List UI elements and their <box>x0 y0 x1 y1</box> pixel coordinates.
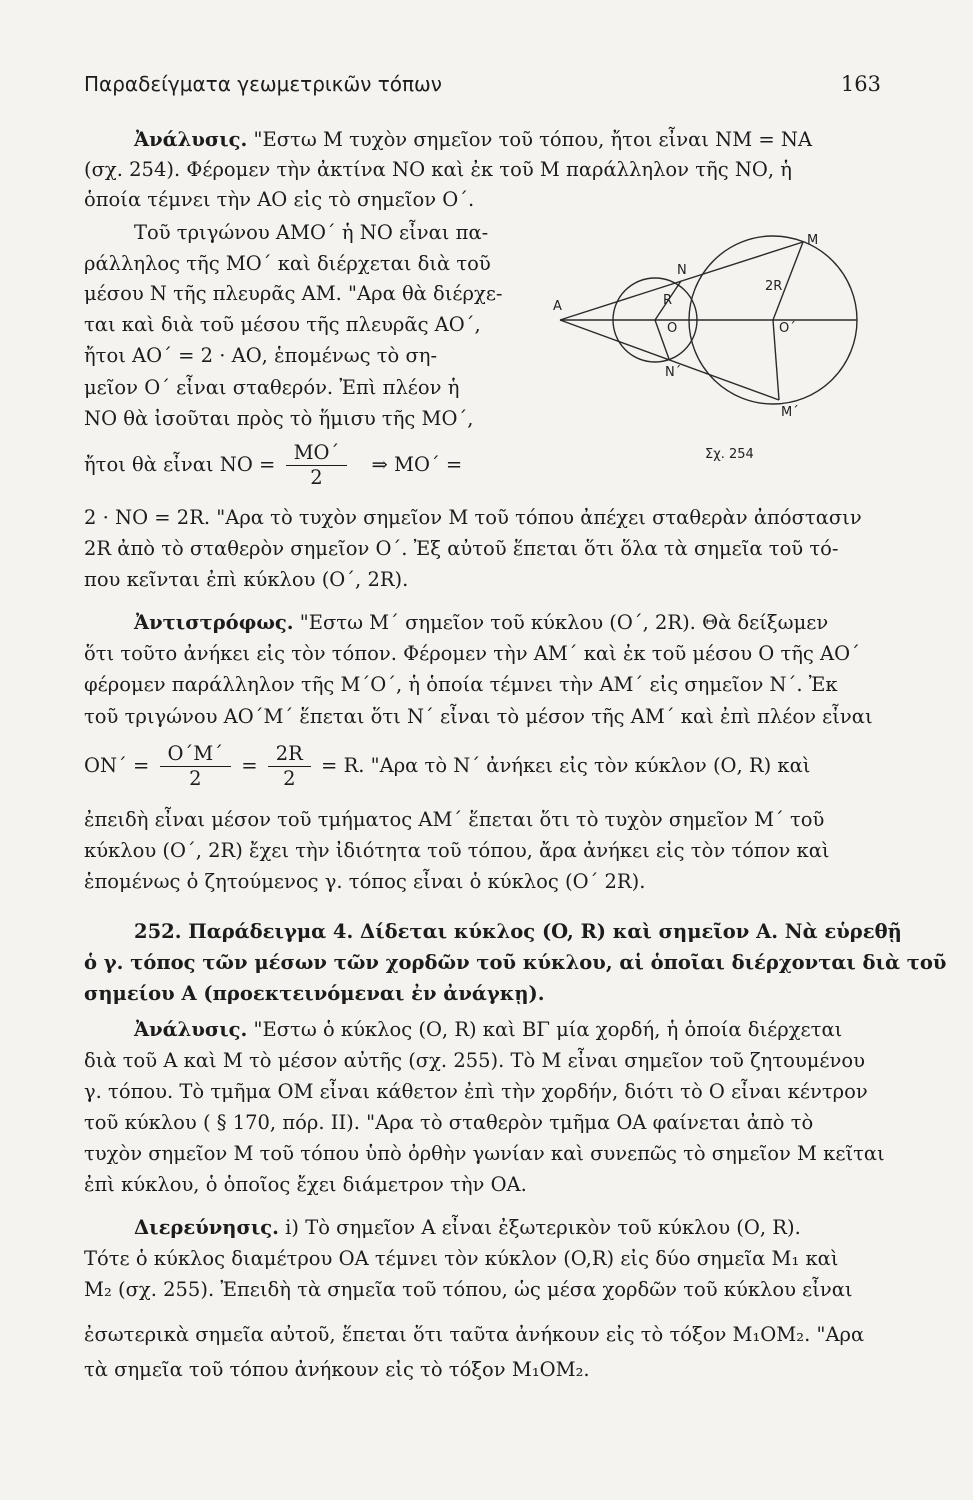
section-heading: σημείου A (προεκτεινόμεναι ἐν ἀνάγκῃ). <box>84 982 545 1005</box>
section-label: Ἀνάλυσις. <box>134 128 248 151</box>
section-heading: 252. Παράδειγμα 4. Δίδεται κύκλος (O, R) καὶ σημεῖον A. Νὰ εὑρεθῇ <box>134 920 902 943</box>
text-line: ὅτι τοῦτο ἀνήκει εἰς τὸν τόπον. Φέρομεν τὴν ΑΜ΄ καὶ ἐκ τοῦ μέσου Ο τῆς ΑΟ΄ <box>84 642 860 665</box>
text-line: τυχὸν σημεῖον Μ τοῦ τόπου ὑπὸ ὀρθὴν γωνίαν καὶ συνεπῶς τὸ σημεῖον Μ κεῖται <box>84 1142 885 1165</box>
text-line: ἐπὶ κύκλου, ὁ ὁποῖος ἔχει διάμετρον τὴν ΟΑ. <box>84 1173 527 1196</box>
running-header <box>84 72 881 102</box>
section-label: Ἀνάλυσις. <box>134 1018 248 1041</box>
text-line: ἑπομένως ὁ ζητούμενος γ. τόπος εἶναι ὁ κύκλος (Ο΄ 2R). <box>84 870 646 893</box>
fraction: $\frac{2R}{2}$ <box>268 742 311 791</box>
text-line: 2R ἀπὸ τὸ σταθερὸν σημεῖον Ο΄. Ἐξ αὐτοῦ ἕπεται ὅτι ὅλα τὰ σημεῖα τοῦ τό- <box>84 537 839 560</box>
text-line: τοῦ κύκλου ( § 170, πόρ. II). "Αρα τὸ σταθερὸν τμῆμα ΟΑ φαίνεται ἀπὸ τὸ <box>84 1111 814 1134</box>
page-number: 163 <box>840 72 881 96</box>
figure-254 <box>545 232 880 492</box>
formula-line: ΟΝ΄ = $\frac{O΄M΄}{2}$ = $\frac{2R}{2}$ = R. "Αρα τὸ Ν΄ ἀνήκει εἰς τὸν κύκλον (Ο, R) καὶ <box>84 742 811 790</box>
text-line: γ. τόπου. Τὸ τμῆμα ΟΜ εἶναι κάθετον ἐπὶ τὴν χορδήν, διότι τὸ Ο εἶναι κέντρον <box>84 1080 868 1103</box>
header-title: Παραδείγματα γεωμετρικῶν τόπων <box>84 72 442 96</box>
text-line: τὰ σημεῖα τοῦ τόπου ἀνήκουν εἰς τὸ τόξον M₁OM₂. <box>84 1358 590 1381</box>
section-label: Ἀντιστρόφως. <box>134 611 294 634</box>
text-line: Ἀνάλυσις. "Εστω ὁ κύκλος (Ο, R) καὶ ΒΓ μία χορδή, ἡ ὁποία διέρχεται <box>134 1018 843 1041</box>
section-label: Διερεύνησις. <box>134 1216 279 1239</box>
text-line: Τότε ὁ κύκλος διαμέτρου ΟΑ τέμνει τὸν κύκλον (O,R) εἰς δύο σημεῖα M₁ καὶ <box>84 1247 839 1270</box>
text-line: 2 · ΝΟ = 2R. "Αρα τὸ τυχὸν σημεῖον Μ τοῦ τόπου ἀπέχει σταθερὰν ἀπόστασιν <box>84 506 862 529</box>
fraction: $\frac{O΄M΄}{2}$ <box>160 742 231 791</box>
text-line: κύκλου (Ο΄, 2R) ἔχει τὴν ἰδιότητα τοῦ τόπου, ἄρα ἀνήκει εἰς τὸν τόπον καὶ <box>84 839 830 862</box>
label-N: N <box>677 263 687 278</box>
text-line: που κεῖνται ἐπὶ κύκλου (Ο΄, 2R). <box>84 568 409 591</box>
text-line: M₂ (σχ. 255). Ἐπειδὴ τὰ σημεῖα τοῦ τόπου, ὡς μέσα χορδῶν τοῦ κύκλου εἶναι <box>84 1278 853 1301</box>
label-N2: N΄ <box>665 365 682 380</box>
text-line: διὰ τοῦ Α καὶ Μ τὸ μέσον αὐτῆς (σχ. 255). Τὸ Μ εἶναι σημεῖον τοῦ ζητουμένου <box>84 1049 865 1072</box>
text-line: μέσου Ν τῆς πλευρᾶς ΑΜ. "Αρα θὰ διέρχε- <box>84 282 503 305</box>
formula-line: ἤτοι θὰ εἶναι ΝΟ = $\frac{MO΄}{2}$ ⇒ ΜΟ΄ = <box>84 441 463 489</box>
text-line: Ἀντιστρόφως. "Εστω Μ΄ σημεῖον τοῦ κύκλου (Ο΄, 2R). Θὰ δείξωμεν <box>134 611 829 634</box>
text-line: ἐπειδὴ εἶναι μέσον τοῦ τμήματος ΑΜ΄ ἕπεται ὅτι τὸ τυχὸν σημεῖον Μ΄ τοῦ <box>84 808 825 831</box>
label-R: R <box>663 293 673 308</box>
text-line: (σχ. 254). Φέρομεν τὴν ἀκτίνα ΝΟ καὶ ἐκ τοῦ Μ παράλληλον τῆς ΝΟ, ἡ <box>84 158 792 181</box>
fraction: $\frac{MO΄}{2}$ <box>286 441 348 490</box>
section-heading: ὁ γ. τόπος τῶν μέσων τῶν χορδῶν τοῦ κύκλου, αἱ ὁποῖαι διέρχονται διὰ τοῦ <box>84 951 947 974</box>
text-line: Τοῦ τριγώνου ΑΜΟ΄ ἡ ΝΟ εἶναι πα- <box>134 221 489 244</box>
text-line: ται καὶ διὰ τοῦ μέσου τῆς πλευρᾶς ΑΟ΄, <box>84 313 481 336</box>
text-line: μεῖον Ο΄ εἶναι σταθερόν. Ἐπὶ πλέον ἡ <box>84 376 460 399</box>
text-line: ἤτοι ΑΟ΄ = 2 · ΑΟ, ἑπομένως τὸ ση- <box>84 344 438 367</box>
text-line: ΝΟ θὰ ἰσοῦται πρὸς τὸ ἥμισυ τῆς ΜΟ΄, <box>84 407 474 430</box>
text-line: ἐσωτερικὰ σημεῖα αὐτοῦ, ἕπεται ὅτι ταῦτα ἀνήκουν εἰς τὸ τόξον M₁OM₂. "Αρα <box>84 1323 865 1346</box>
label-2R: 2R <box>765 279 783 294</box>
label-O: O <box>667 321 678 336</box>
text-line: ράλληλος τῆς ΜΟ΄ καὶ διέρχεται διὰ τοῦ <box>84 252 491 275</box>
label-M: M <box>807 233 819 248</box>
text-line: Διερεύνησις. i) Τὸ σημεῖον Α εἶναι ἐξωτερικὸν τοῦ κύκλου (Ο, R). <box>134 1216 801 1239</box>
text-line: ὁποία τέμνει τὴν ΑΟ εἰς τὸ σημεῖον Ο΄. <box>84 188 475 211</box>
text-line: Ἀνάλυσις. "Εστω Μ τυχὸν σημεῖον τοῦ τόπου, ἤτοι εἶναι ΝΜ = ΝΑ <box>134 128 813 151</box>
figure-caption: Σχ. 254 <box>705 447 754 462</box>
label-O2: O΄ <box>779 321 796 336</box>
label-A: A <box>553 299 562 314</box>
label-M2: M΄ <box>781 405 799 420</box>
text-line: τοῦ τριγώνου ΑΟ΄Μ΄ ἕπεται ὅτι Ν΄ εἶναι τὸ μέσον τῆς ΑΜ΄ καὶ ἐπὶ πλέον εἶναι <box>84 705 873 728</box>
text-line: φέρομεν παράλληλον τῆς Μ΄Ο΄, ἡ ὁποία τέμνει τὴν ΑΜ΄ εἰς σημεῖον Ν΄. Ἐκ <box>84 673 838 696</box>
